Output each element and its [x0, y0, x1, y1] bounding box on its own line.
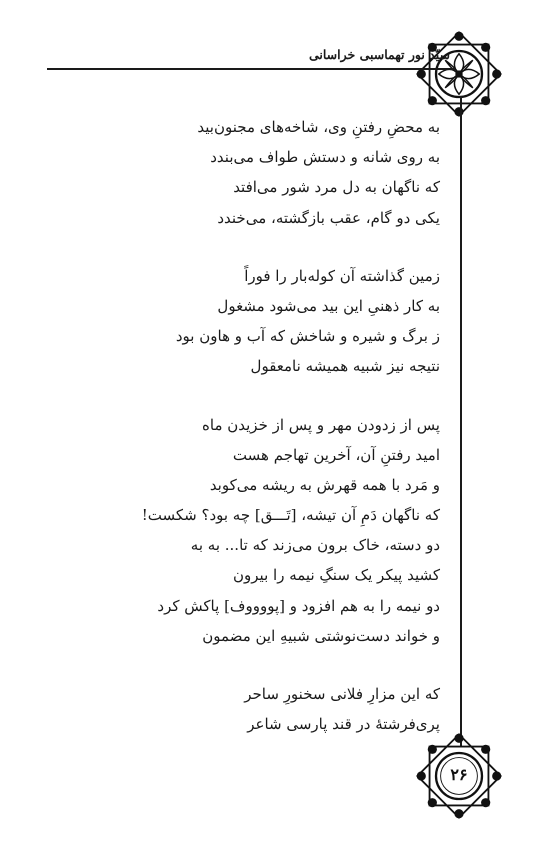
- verse-line: و خواند دست‌نوشتی شبیهِ این مضمون: [202, 626, 440, 645]
- verse-line: به محضِ رفتنِ وی، شاخه‌های مجنون‌بید: [197, 118, 440, 136]
- verse-line: و مَرد با همه قهرش به ریشه می‌کوبد: [209, 475, 440, 494]
- top-rosette-ornament-icon: [413, 28, 505, 120]
- verse-line: دو دسته، خاک برون می‌زند که تا... به به: [190, 536, 440, 555]
- stanza: [140, 679, 440, 739]
- stanza: [140, 112, 440, 233]
- running-header-author: سیّد نور تهماسبی خراسانی: [308, 47, 450, 62]
- verse-line: امید رفتنِ آن، آخرین تهاجم هست: [232, 445, 440, 464]
- margin-vertical-rule: [460, 96, 462, 746]
- rosette-svg: [413, 28, 505, 120]
- verse-line: ز برگ و شیره و شاخش که آب و هاون بود: [175, 327, 440, 346]
- stanza: [140, 261, 440, 382]
- verse-line: کشید پیکر یک سنگِ نیمه را بیرون: [233, 566, 440, 585]
- poem-body: [140, 112, 440, 767]
- verse-line: پس از زدودن مهر و پس از خزیدن ماه: [202, 415, 440, 434]
- verse-line: که این مزارِ فلانی سخنورِ ساحر: [244, 685, 440, 703]
- verse-line: که ناگهان دَمِ آن تیشه، [تَـــق] چه بود؟ شکست!: [141, 506, 440, 525]
- verse-line: به روی شانه و دستش طواف می‌بندد: [210, 148, 440, 167]
- verse-line: نتیجه نیز شبیه همیشه نامعقول: [250, 357, 440, 376]
- verse-line: به کار ذهنیِ این بید می‌شود مشغول: [217, 296, 440, 315]
- verse-line: که ناگهان به دل مرد شور می‌افتد: [233, 178, 440, 197]
- verse-line: دو نیمه را به هم افزود و [پووووف] پاکش کرد: [157, 596, 440, 615]
- page-number: ۲۶: [450, 765, 468, 784]
- stanza: [140, 410, 440, 652]
- verse-line: پری‌فرشتهٔ در قند پارسی شاعر: [247, 715, 440, 734]
- verse-line: زمین گذاشته آن کوله‌بار را فوراً: [244, 266, 440, 285]
- header-rule: [47, 68, 455, 70]
- verse-line: یکی دو گام، عقب بازگشته، می‌خندد: [217, 208, 440, 227]
